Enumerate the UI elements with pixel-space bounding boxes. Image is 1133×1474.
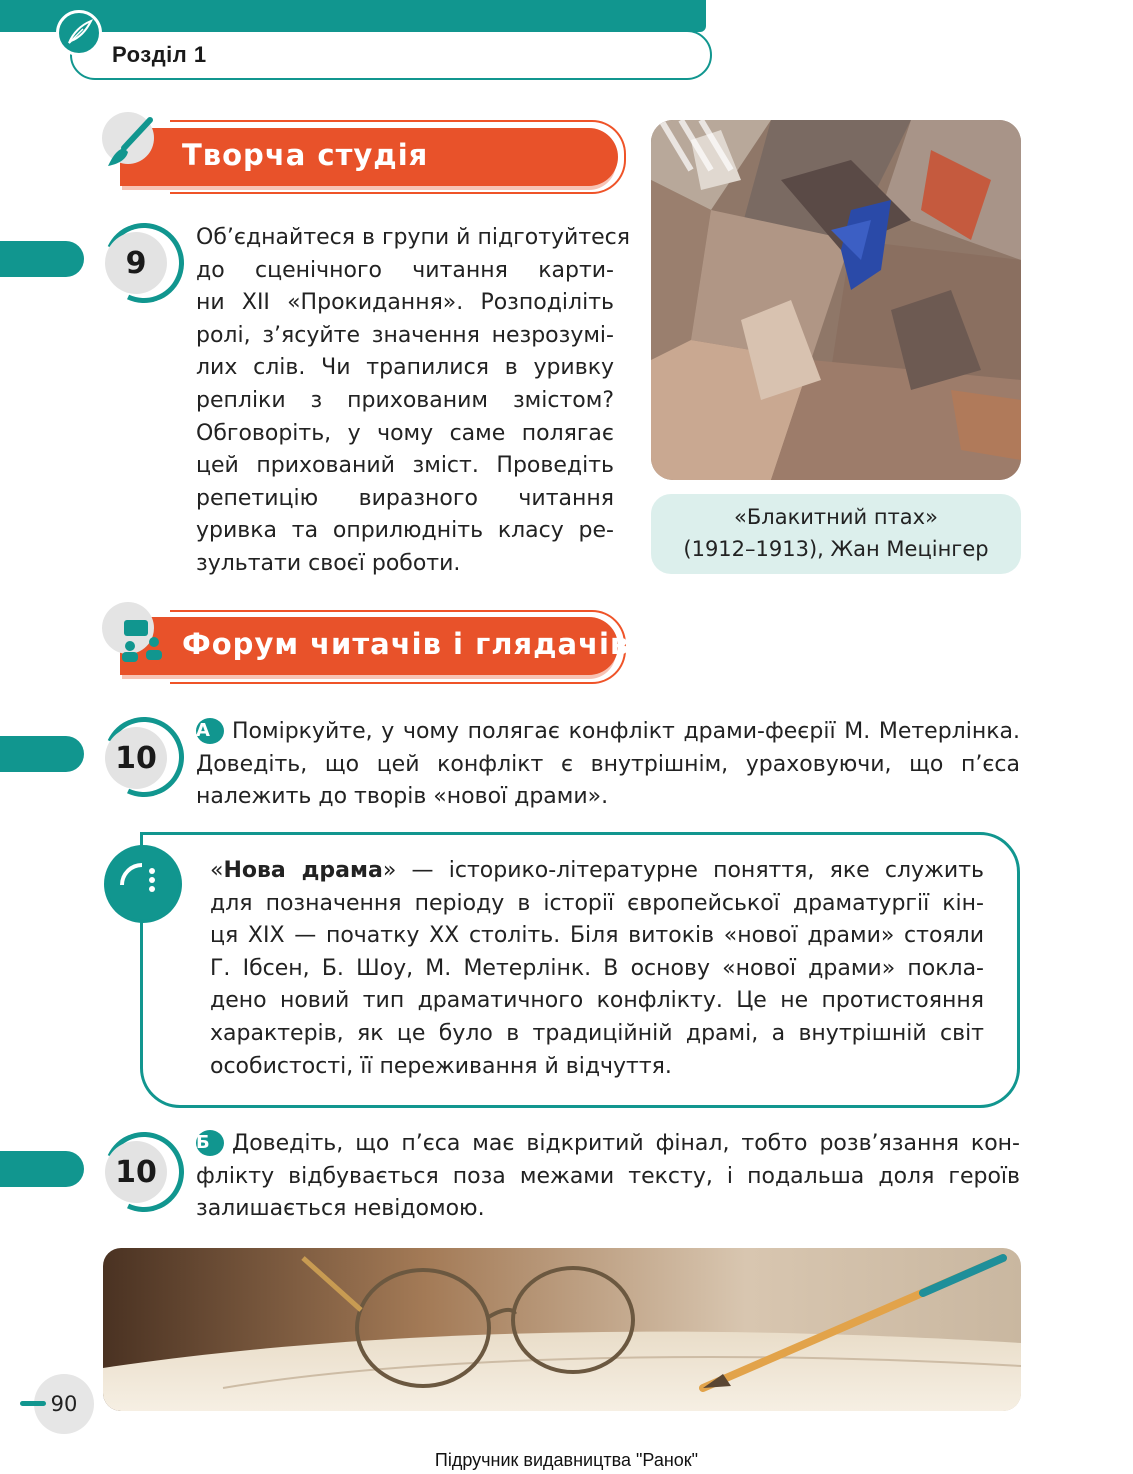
text-line: ця XIX — початку XX століть. Біля витоків «нової драми» стояли (210, 923, 984, 949)
text-line: уривка та оприлюдніть класу ре- (196, 518, 614, 544)
header-band (0, 0, 706, 32)
discussion-icon (102, 602, 154, 654)
task-10b-text (196, 1128, 1020, 1226)
task-9-text (196, 222, 631, 581)
text-line: дено новий тип драматичного конфлікту. Це не протистояння (210, 988, 984, 1014)
task-marker-bar (0, 1151, 84, 1187)
caption-author: (1912–1913), Жан Мецінгер (683, 537, 989, 561)
text-line: особистості, її переживання й відчуття. (210, 1053, 672, 1079)
publisher-note: Підручник видавництва "Ранок" (434, 1450, 699, 1470)
text-line: характерів, як це було в традиційній драмі, а внутрішній світ (210, 1020, 984, 1046)
text-line: ни XII «Прокидання». Розподіліть (196, 290, 614, 316)
banner-title: Творча студія (182, 138, 429, 172)
painting-caption (651, 494, 1021, 574)
task-marker-bar (0, 736, 84, 772)
glasses-book-photo (103, 1248, 1021, 1411)
text-line: для позначення періоду в історії європейської драматургії кін- (210, 890, 984, 916)
text-line: флікту відбувається поза межами тексту, і подальша доля героїв (196, 1163, 1020, 1189)
page-number: 90 (34, 1374, 94, 1434)
task-badge-b: Б (196, 1130, 224, 1156)
task-number: 10 (105, 1141, 167, 1203)
text-line: Поміркуйте, у чому полягає конфлікт драми-феєрії М. Метерлінка. (232, 719, 1020, 744)
brush-icon (102, 112, 154, 164)
text-line: репліки з прихованим змістом? (196, 387, 614, 413)
painting-image (651, 120, 1021, 480)
task-10a-text (196, 716, 1020, 814)
info-icon (104, 845, 182, 923)
definition-term: Нова драма (223, 858, 383, 883)
page-number-dash (20, 1401, 46, 1406)
text-line: лих слів. Чи трапилися в уривку (196, 355, 614, 381)
text-line: Доведіть, що цей конфлікт є внутрішнім, ураховуючи, що п’єса (196, 751, 1020, 777)
definition-text: «Нова драма» — історико-літературне поняття, яке служить для позначення періоду в історії європейської драматургії кін- ця XIX — початку XX століть. Біля витоків «нової драми» стояли Г. Ібсен, Б. Шоу, М. Метерлінк. В основу «нової драми» покла- дено новий тип драматичного конфлікту. Це не протистояння характерів, як це було в традиційній драмі, а внутрішній світ особистості, її переживання й відчуття. (210, 855, 984, 1083)
text-line: ролі, з’ясуйте значення незрозумі- (196, 322, 614, 348)
text-line: Доведіть, що п’єса має відкритий фінал, тобто розв’язання кон- (232, 1131, 1020, 1156)
feather-icon (56, 10, 102, 56)
text-line: зультати своєї роботи. (196, 550, 461, 576)
banner-title: Форум читачів і глядачів (182, 627, 630, 661)
text-line: залишається невідомою. (196, 1196, 485, 1222)
task-marker-bar (0, 241, 84, 277)
text-line: Обговоріть, у чому саме полягає (196, 420, 614, 446)
text-line: до сценічного читання карти- (196, 257, 614, 283)
text-line: Об’єднайтеся в групи й підготуйтеся (196, 225, 631, 250)
task-number: 9 (105, 232, 167, 294)
caption-title: «Блакитний птах» (734, 505, 938, 529)
section-title: Розділ 1 (112, 42, 207, 67)
task-number: 10 (105, 727, 167, 789)
text-line: Г. Ібсен, Б. Шоу, М. Метерлінк. В основу «нової драми» покла- (210, 955, 984, 981)
task-badge-a: А (196, 718, 224, 744)
text-line: належить до творів «нової драми». (196, 784, 609, 810)
text-line: цей прихований зміст. Проведіть (196, 453, 614, 479)
text-line: репетицію виразного читання (196, 485, 614, 511)
